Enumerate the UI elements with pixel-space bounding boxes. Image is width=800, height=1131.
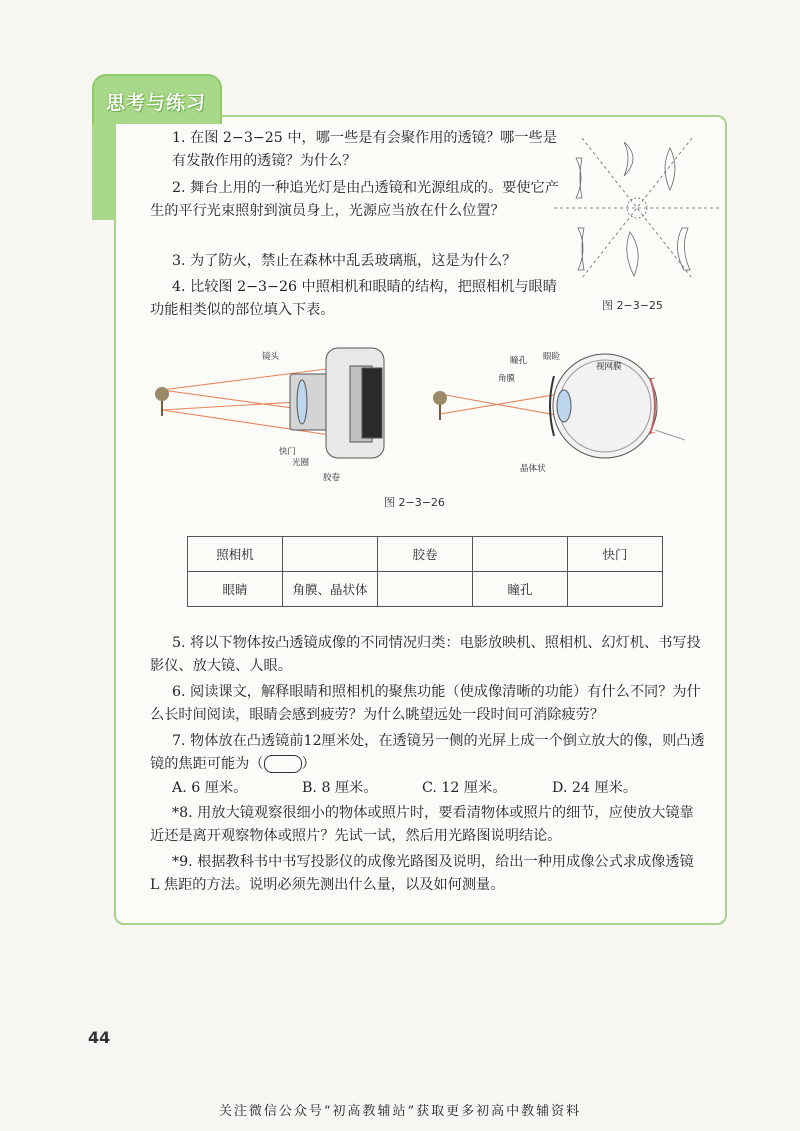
label-cornea: 角膜 [498, 374, 516, 384]
tree-object-left [155, 387, 169, 416]
table-cell[interactable] [568, 572, 663, 607]
figure-26-caption: 图 2−3−26 [384, 496, 445, 509]
table-cell: 角膜、晶状体 [282, 572, 377, 607]
tree-object-right [433, 391, 447, 420]
option-c[interactable]: C. 12 厘米。 [422, 780, 507, 796]
eye-lens [557, 390, 571, 422]
table-cell[interactable] [282, 537, 377, 572]
option-a[interactable]: A. 6 厘米。 [172, 780, 248, 796]
lens-b [624, 142, 633, 176]
lens-a [576, 158, 582, 198]
table-row [188, 537, 663, 572]
table-cell: 胶卷 [378, 537, 473, 572]
lens-e [627, 232, 638, 276]
option-d[interactable]: D. 24 厘米。 [552, 780, 638, 796]
option-b[interactable]: B. 8 厘米。 [302, 780, 378, 796]
table-cell: 瞳孔 [473, 572, 568, 607]
table-row [188, 572, 663, 607]
question-6: 6. 阅读课文，解释眼睛和照相机的聚焦功能（使成像清晰的功能）有什么不同？为什么长时间阅读，眼睛会感到疲劳？为什么眺望远处一段时间可消除疲劳？ [150, 684, 701, 723]
lens-figure [552, 128, 722, 298]
question-8: *8. 用放大镜观察很细小的物体或照片时，要看清物体或照片的细节，应使放大镜靠近还是离开观察物体或照片？先试一试，然后用光路图说明结论。 [150, 805, 694, 844]
label-retina: 视网膜 [596, 362, 622, 372]
label-lens: 镜头 [262, 352, 280, 362]
answer-blank[interactable] [264, 755, 302, 773]
section-header-tab [92, 74, 222, 124]
camera-body [290, 348, 384, 458]
table-cell: 眼睛 [188, 572, 283, 607]
lens-d [578, 228, 584, 270]
question-9: *9. 根据教科书中书写投影仪的成像光路图及说明，给出一种用成像公式求成像透镜 L 焦距的方法。说明必须先测出什么量，以及如何测量。 [150, 854, 694, 893]
figure-25-caption: 图 2−3−25 [602, 299, 663, 312]
question-4: 4. 比较图 2−3−26 中照相机和眼睛的结构，把照相机与眼睛功能相类似的部位填入下表。 [150, 279, 557, 318]
section-title: 思考与练习 [106, 92, 207, 114]
label-film: 胶卷 [323, 473, 341, 483]
comparison-table [187, 536, 663, 607]
label-crystalline: 晶体状 [520, 464, 546, 474]
question-5: 5. 将以下物体按凸透镜成像的不同情况归类：电影放映机、照相机、幻灯机、书写投影仪、放大镜、人眼。 [150, 635, 701, 674]
question-7 [150, 730, 705, 776]
label-eyelid: 眼睑 [543, 352, 561, 362]
label-shutter: 快门 [279, 447, 297, 457]
table-cell: 快门 [568, 537, 663, 572]
film-roll [362, 368, 382, 438]
page-number: 44 [88, 1028, 111, 1047]
question-7-close: ） [301, 756, 316, 772]
label-pupil: 瞳孔 [510, 356, 528, 366]
question-2: 2. 舞台上用的一种追光灯是由凸透镜和光源组成的。要使它产生的平行光束照射到演员身上，光源应当放在什么位置？ [150, 180, 559, 219]
question-7-options [172, 777, 692, 800]
question-1: 1. 在图 2−3−25 中，哪一些是有会聚作用的透镜？哪一些是有发散作用的透镜？为什么？ [172, 130, 557, 169]
lens-c [665, 148, 675, 190]
lens-f [677, 228, 690, 270]
label-aperture: 光圈 [292, 458, 310, 468]
table-cell[interactable] [378, 572, 473, 607]
footer-note: 关注微信公众号“初高教辅站”获取更多初高中教辅资料 [218, 1104, 582, 1119]
table-cell: 照相机 [188, 537, 283, 572]
question-3: 3. 为了防火，禁止在森林中乱丢玻璃瓶，这是为什么？ [172, 253, 517, 269]
camera-lens [297, 380, 307, 424]
question-7-text: 7. 物体放在凸透镜前12厘米处，在透镜另一侧的光屏上成一个倒立放大的像，则凸透镜的焦距可能为（ [150, 733, 705, 772]
table-cell[interactable] [473, 537, 568, 572]
